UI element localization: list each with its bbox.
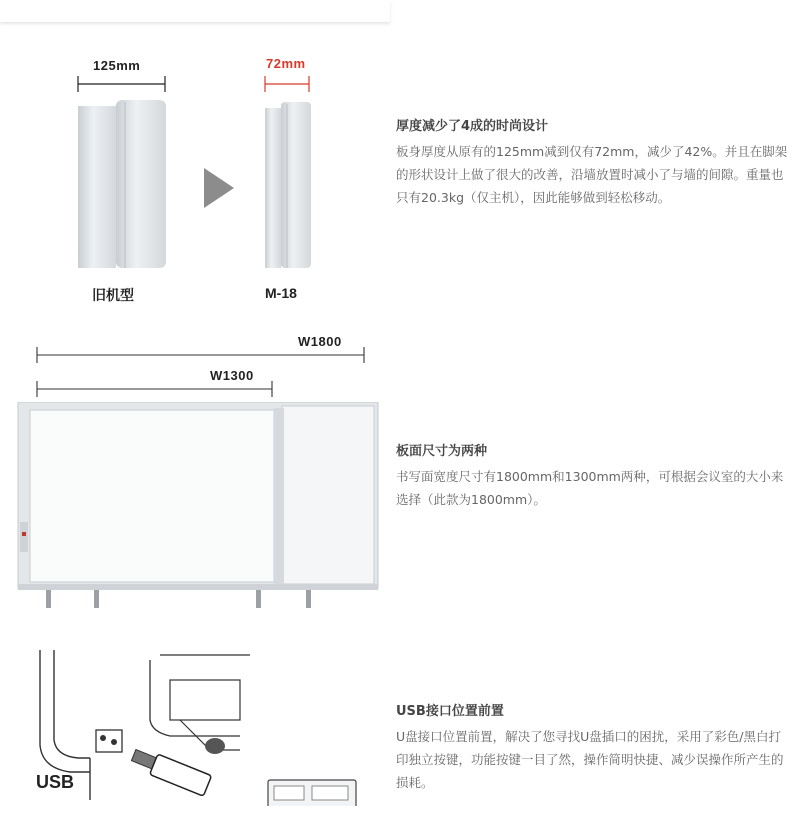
old-board-profile: [75, 100, 175, 270]
control-panel-thumbnail: [262, 776, 362, 806]
section-body: U盘接口位置前置，解决了您寻找U盘插口的困扰，采用了彩色/黑白打印独立按键，功能按键一目了然，操作简明快捷、减少误操作所产生的损耗。: [396, 729, 784, 790]
section-usb-text: [396, 700, 788, 794]
dimension-label-w1300: W1300: [210, 368, 254, 383]
dimension-label-w1800: W1800: [298, 334, 342, 349]
dimension-line-new: [262, 72, 322, 92]
section-thickness: [0, 0, 800, 330]
section-board-size: [0, 330, 800, 630]
usb-port-illustration: [30, 650, 270, 820]
section-body: 板身厚度从原有的125mm减到仅有72mm，减少了42%。并且在脚架的形状设计上做了很大的改善，沿墙放置时减小了与墙的间隙。重量也只有20.3kg（仅主机），因此能够做到轻松移动。: [396, 144, 788, 205]
dimension-line-old: [75, 72, 175, 92]
arrow-right-icon: [200, 166, 240, 210]
section-board-size-text: [396, 440, 788, 511]
section-heading: USB接口位置前置: [396, 704, 504, 719]
dimension-label-old: 125mm: [93, 58, 141, 73]
section-heading: 板面尺寸为两种: [396, 444, 488, 459]
caption-old-model: 旧机型: [92, 287, 134, 303]
dimension-label-new: 72mm: [266, 56, 306, 71]
whiteboard-image: [16, 402, 386, 612]
usb-label: USB: [36, 772, 75, 792]
section-usb: [0, 630, 800, 800]
caption-new-model: M-18: [265, 285, 297, 301]
section-heading: 厚度减少了4成的时尚设计: [396, 119, 549, 134]
new-board-profile: [262, 100, 322, 270]
section-thickness-text: [396, 115, 788, 209]
section-body: 书写面宽度尺寸有1800mm和1300mm两种，可根据会议室的大小来选择（此款为1800mm）。: [396, 469, 784, 507]
